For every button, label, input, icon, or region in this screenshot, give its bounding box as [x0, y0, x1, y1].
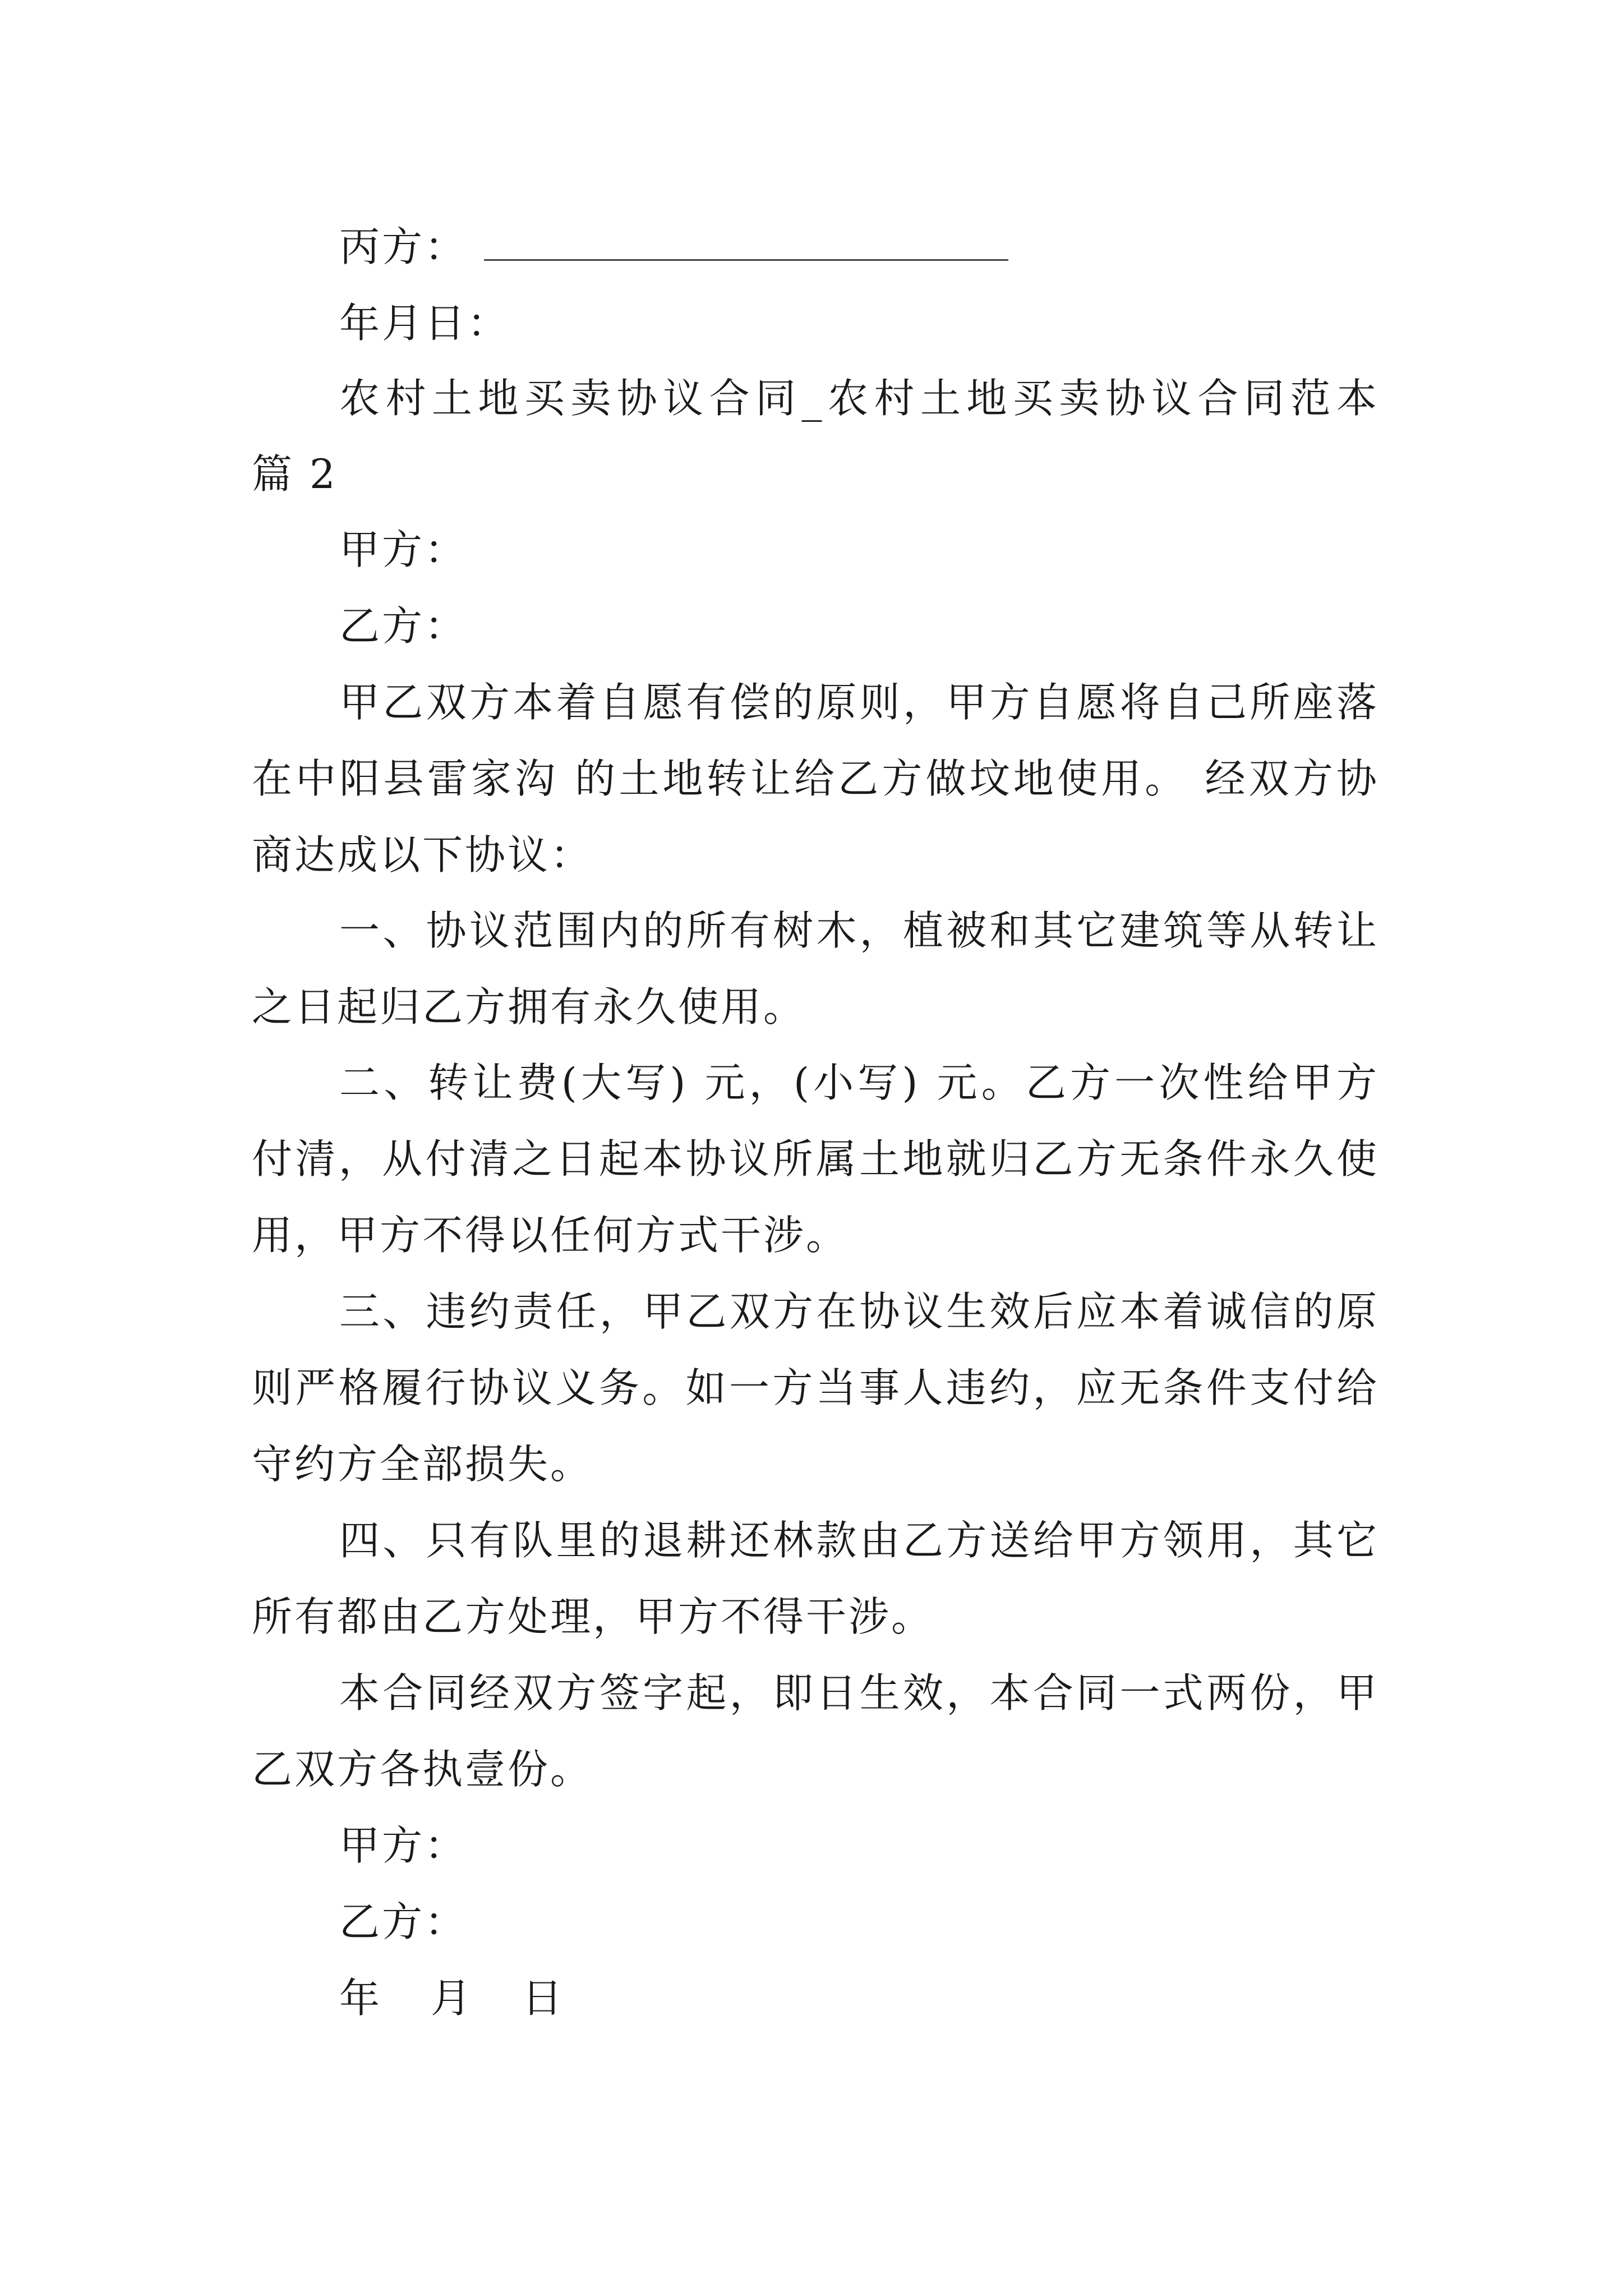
clause4-line1: 四、只有队里的退耕还林款由乙方送给甲方领用，其它 — [339, 1517, 1379, 1564]
date-label-top: 年月日： — [339, 300, 510, 347]
party-a-label: 甲方： — [339, 526, 468, 573]
document-page — [252, 0, 1379, 2296]
clause1-line2: 之日起归乙方拥有永久使用。 — [252, 983, 806, 1030]
clause1-line1: 一、协议范围内的所有树木，植被和其它建筑等从转让 — [339, 907, 1379, 954]
clause2-line3: 用，甲方不得以任何方式干涉。 — [252, 1212, 849, 1259]
closing-line2: 乙双方各执壹份。 — [252, 1746, 593, 1793]
party-c-label: 丙方： — [339, 223, 468, 270]
clause2-line2: 付清，从付清之日起本协议所属土地就归乙方无条件永久使 — [252, 1135, 1379, 1182]
section-title-line2: 篇 2 — [252, 450, 338, 498]
clause3-line2: 则严格履行协议义务。如一方当事人违约，应无条件支付给 — [252, 1364, 1379, 1411]
clause2-line1: 二、转让费(大写) 元，(小写) 元。乙方一次性给甲方 — [339, 1059, 1379, 1106]
party-c-signature-blank — [484, 226, 1008, 261]
section-title-line1: 农村土地买卖协议合同_农村土地买卖协议合同范本 — [339, 375, 1379, 422]
signature-party-b: 乙方： — [339, 1898, 468, 1945]
signature-party-a: 甲方： — [339, 1822, 468, 1869]
intro-paragraph-line3: 商达成以下协议： — [252, 831, 593, 878]
intro-paragraph-line1: 甲乙双方本着自愿有偿的原则，甲方自愿将自己所座落 — [339, 679, 1379, 726]
party-c-line — [339, 219, 1379, 275]
closing-line1: 本合同经双方签字起，即日生效，本合同一式两份，甲 — [339, 1669, 1379, 1717]
clause4-line2: 所有都由乙方处理，甲方不得干涉。 — [252, 1593, 934, 1640]
clause3-line1: 三、违约责任，甲乙双方在协议生效后应本着诚信的原 — [339, 1288, 1379, 1335]
clause3-line3: 守约方全部损失。 — [252, 1441, 593, 1488]
intro-paragraph-line2: 在中阳县雷家沟 的土地转让给乙方做坟地使用。 经双方协 — [252, 755, 1379, 802]
party-b-label: 乙方： — [339, 602, 468, 650]
signature-date: 年 月 日 — [339, 1975, 582, 2022]
